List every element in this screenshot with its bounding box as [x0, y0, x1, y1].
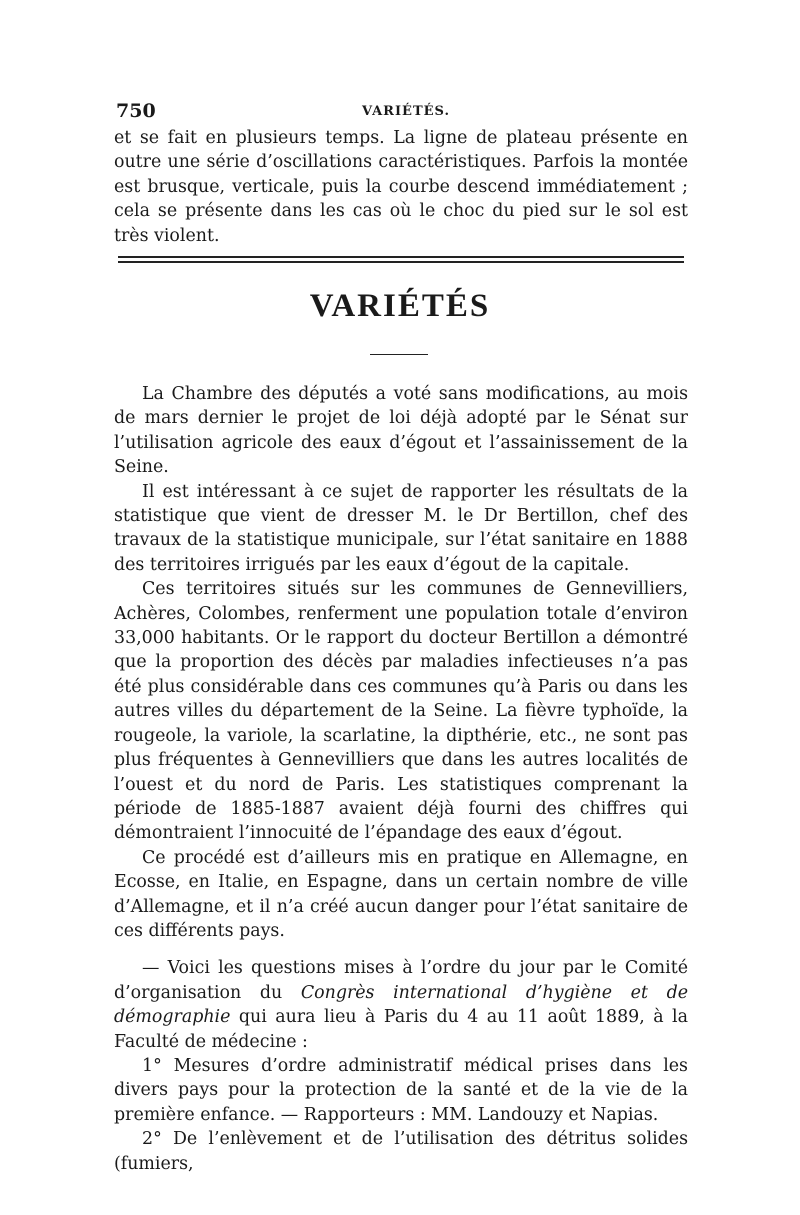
paragraph-4: Ce procédé est d’ailleurs mis en pratique en Allemagne, en Ecosse, en Italie, en Espagne, dans un certain nombre de ville d’Allemagne, et il n’a créé aucun danger pour l’état sanitaire de ces différents pays. — [114, 847, 688, 941]
continuation-paragraph: et se fait en plusieurs temps. La ligne de plateau présente en outre une série d’oscillations caractéristiques. Parfois la montée est brusque, verticale, puis la courbe descend immédiatement ; cela se présente dans les cas où le choc du pied sur le sol est très violent. — [114, 128, 688, 246]
continuation-block — [114, 126, 688, 248]
page-number: 750 — [116, 100, 156, 122]
section-title: VARIÉTÉS — [309, 288, 491, 324]
paragraph-3: Ces territoires situés sur les communes de Gennevilliers, Achères, Colombes, renferment une population totale d’environ 33,000 habitants. Or le rapport du docteur Bertillon a démontré que la proportion des décès par maladies infectieuses n’a pas été plus considérable dans ces communes qu’à Paris ou dans les autres villes du département de la Seine. La fièvre typhoïde, la rougeole, la variole, la scarlatine, la dipthérie, etc., ne sont pas plus fréquentes à Gennevilliers que dans les autres localités de l’ouest et du nord de Paris. Les statistiques comprenant la période de 1885-1887 avaient déjà fourni des chiffres qui démontraient l’innocuité de l’épandage des eaux d’égout. — [114, 579, 688, 844]
running-head: VARIÉTÉS. — [362, 104, 450, 119]
paragraph-5 — [114, 956, 688, 1054]
paragraph-2: Il est intéressant à ce sujet de rapporter les résultats de la statistique que vient de dresser M. le Dr Bertillon, chef des travaux de la statistique municipale, sur l’état sanitaire en 1888 des territoires irrigués par les eaux d’égout de la capitale. — [114, 481, 688, 575]
paragraph-6: 1° Mesures d’ordre administratif médical prises dans les divers pays pour la protection de la santé et de la vie de la première enfance. — Rapporteurs : MM. Landouzy et Napias. — [114, 1055, 688, 1125]
paragraph-5-end: qui aura lieu à Paris du 4 au 11 août 1889, à la Faculté de médecine : — [114, 1007, 688, 1052]
paragraph-7: 2° De l’enlèvement et de l’utilisation des détritus solides (fumiers, — [114, 1129, 688, 1174]
title-underline — [370, 354, 428, 355]
separator-rule-top — [118, 256, 684, 258]
separator-rule-bottom — [118, 261, 684, 263]
paragraph-5-start: — Voici les questions mises à l’ordre du jour par le Comité d’organisation du — [114, 958, 688, 1003]
article-body — [114, 382, 688, 1176]
paragraph-1: La Chambre des députés a voté sans modifications, au mois de mars dernier le projet de loi déjà adopté par le Sénat sur l’utilisation agricole des eaux d’égout et l’assainissement de la Seine. — [114, 384, 688, 478]
congress-title: Congrès international d’hygiène et de démographie — [114, 982, 688, 1028]
